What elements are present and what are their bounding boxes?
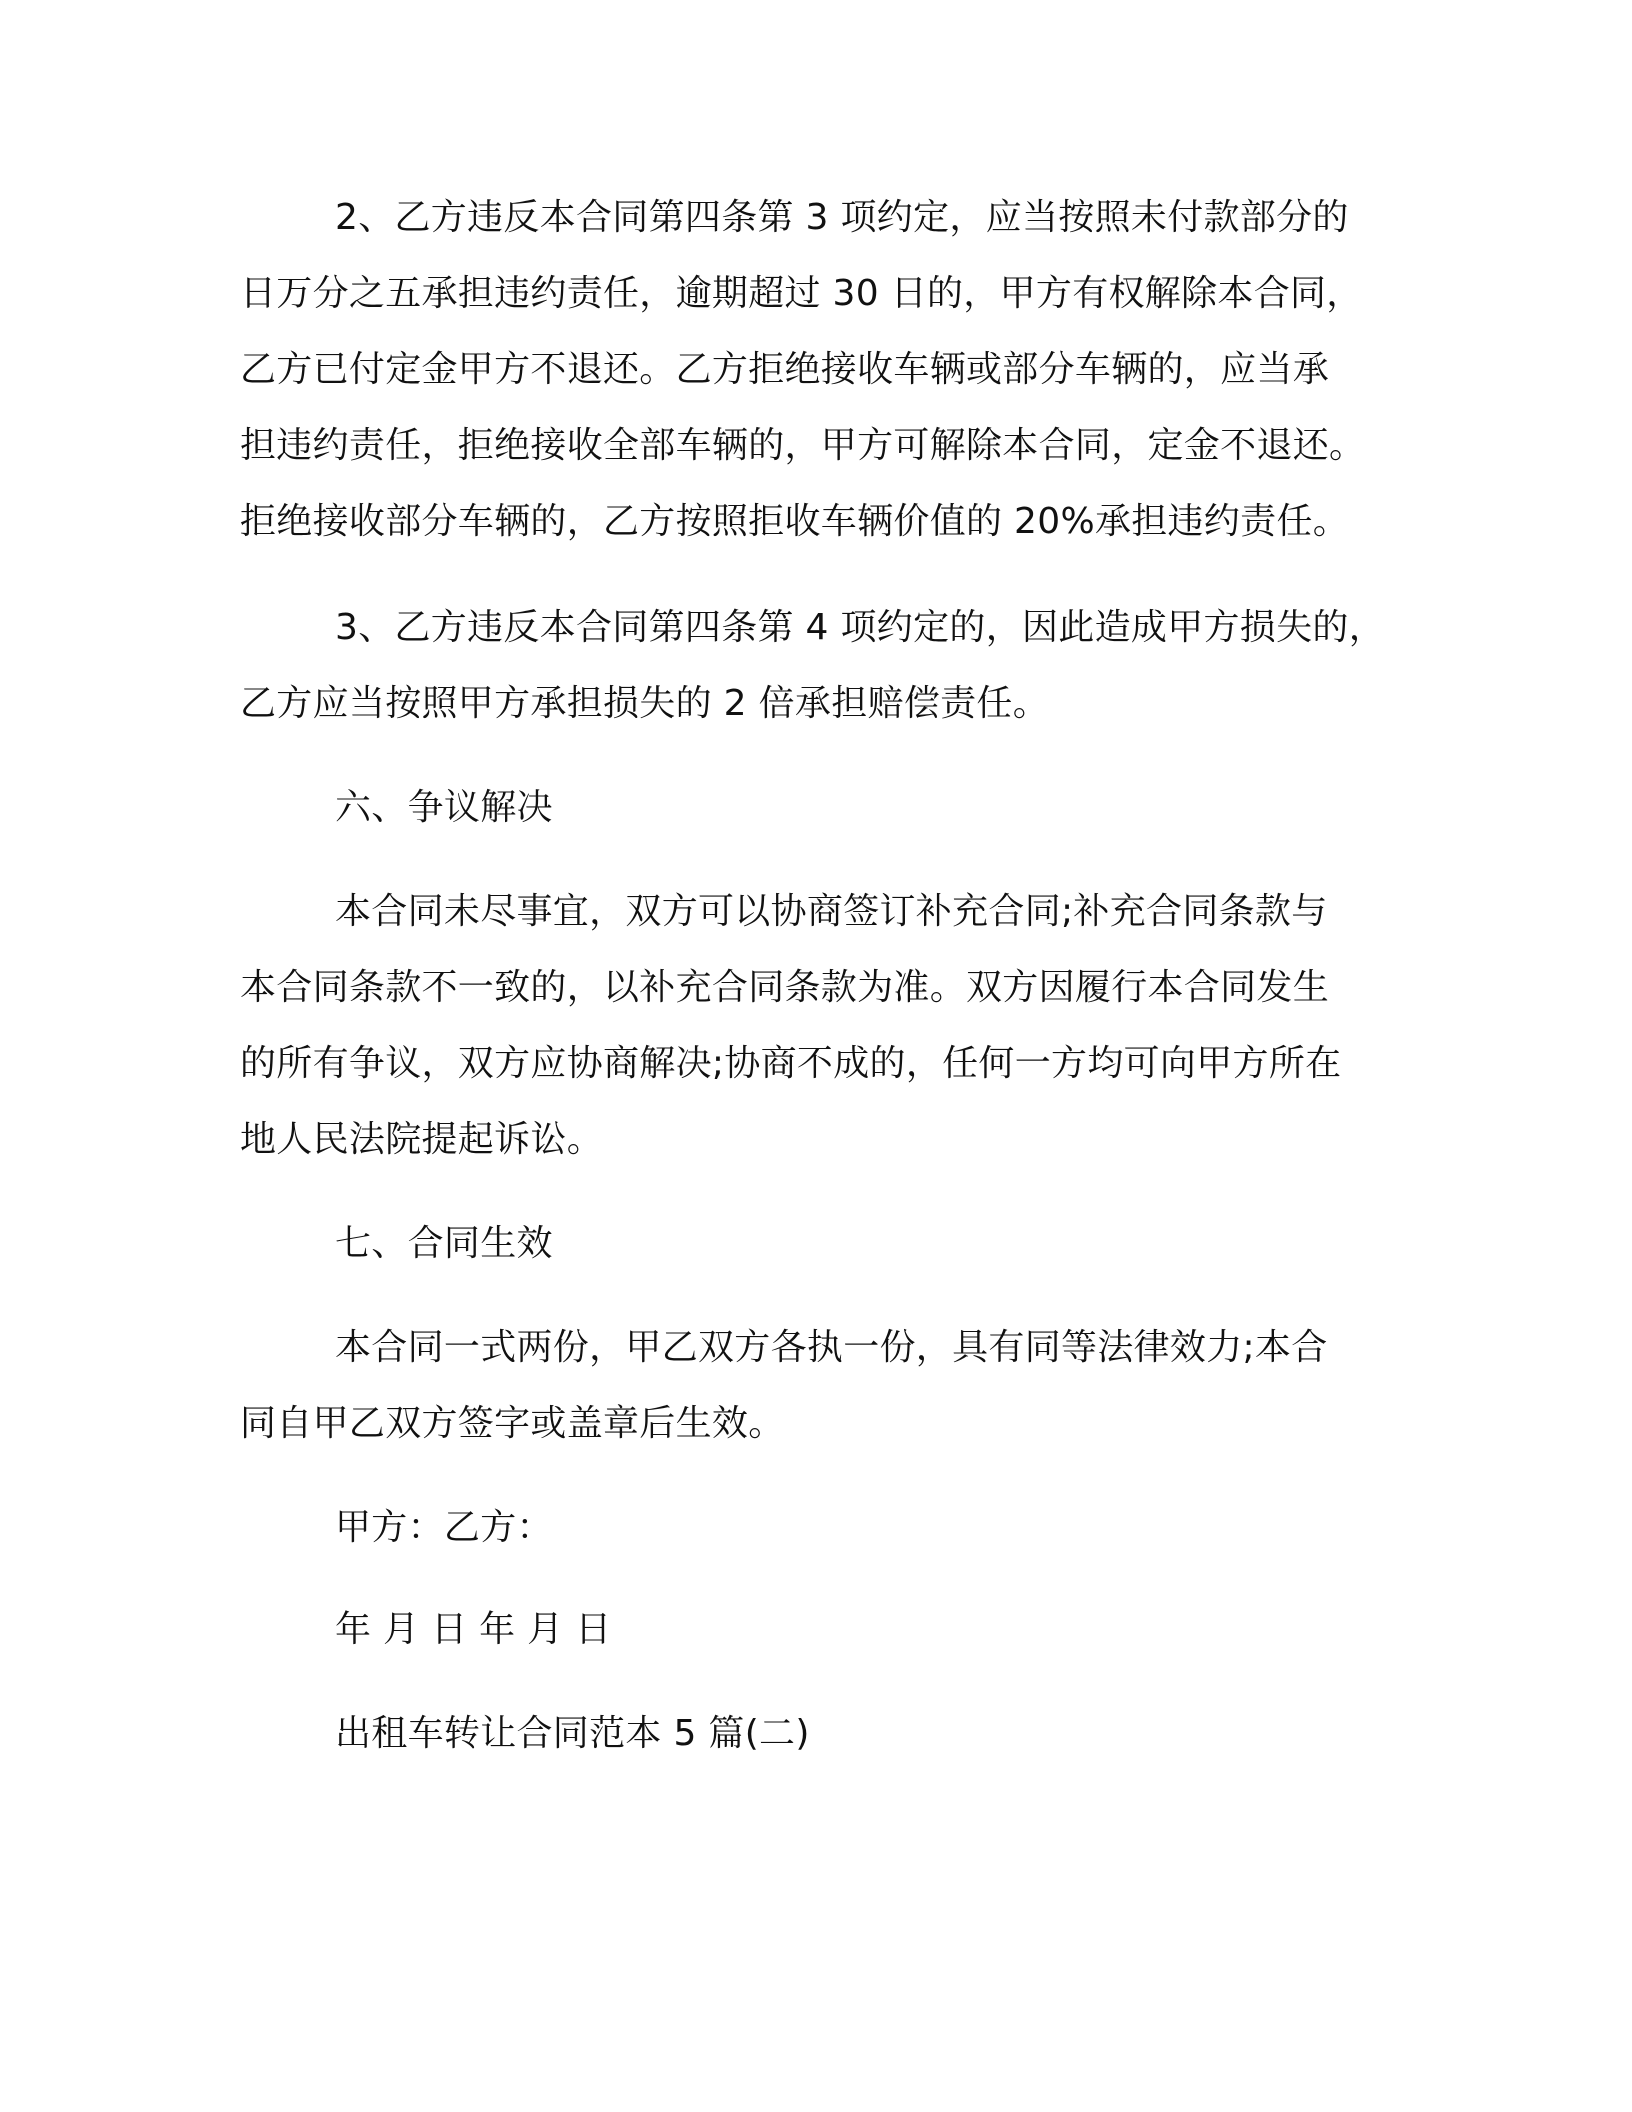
para2-line-1: 2、乙方违反本合同第四条第 3 项约定，应当按照未付款部分的 — [335, 197, 1349, 238]
para2-line-5: 拒绝接收部分车辆的，乙方按照拒收车辆价值的 20%承担违约责任。 — [240, 501, 1350, 542]
date-line: 年 月 日 年 月 日 — [335, 1609, 612, 1650]
section7-line-1: 本合同一式两份，甲乙双方各执一份，具有同等法律效力;本合 — [335, 1327, 1328, 1368]
section6-heading: 六、争议解决 — [335, 787, 553, 828]
para2-line-2: 日万分之五承担违约责任，逾期超过 30 日的，甲方有权解除本合同， — [240, 273, 1363, 314]
section6-line-4: 地人民法院提起诉讼。 — [240, 1119, 604, 1160]
para3-line-1: 3、乙方违反本合同第四条第 4 项约定的，因此造成甲方损失的， — [335, 607, 1385, 648]
section6-line-1: 本合同未尽事宜，双方可以协商签订补充合同;补充合同条款与 — [335, 891, 1328, 932]
section7-line-2: 同自甲乙双方签字或盖章后生效。 — [240, 1403, 785, 1444]
para3-line-2: 乙方应当按照甲方承担损失的 2 倍承担赔偿责任。 — [240, 683, 1049, 724]
para2-line-4: 担违约责任，拒绝接收全部车辆的，甲方可解除本合同，定金不退还。 — [240, 425, 1366, 466]
next-contract-title: 出租车转让合同范本 5 篇(二) — [335, 1713, 810, 1754]
section6-line-3: 的所有争议，双方应协商解决;协商不成的，任何一方均可向甲方所在 — [240, 1043, 1342, 1084]
para2-line-3: 乙方已付定金甲方不退还。乙方拒绝接收车辆或部分车辆的，应当承 — [240, 349, 1330, 390]
section7-heading: 七、合同生效 — [335, 1223, 553, 1264]
section6-line-2: 本合同条款不一致的，以补充合同条款为准。双方因履行本合同发生 — [240, 967, 1330, 1008]
signature-line: 甲方：乙方： — [335, 1507, 553, 1548]
